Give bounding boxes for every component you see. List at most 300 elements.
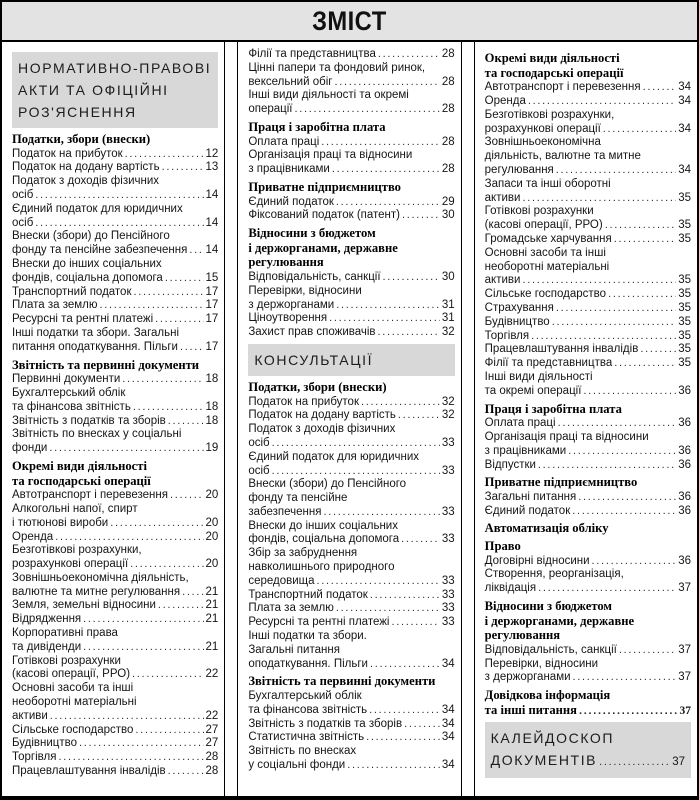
- page-number: 34: [678, 81, 691, 94]
- dot-leader: [531, 330, 676, 344]
- dot-leader: [55, 531, 203, 545]
- dot-leader: [378, 48, 440, 62]
- dot-leader: [336, 196, 440, 210]
- entry-line: Внески (збори) до Пенсійного: [248, 478, 407, 491]
- entry-line: [248, 759, 454, 773]
- page-number: 20: [205, 489, 219, 502]
- toc-entry: [248, 745, 454, 773]
- toc-entry: [12, 175, 218, 203]
- entry-line: [248, 48, 454, 62]
- page-number: 31: [441, 312, 455, 325]
- page-number: 21: [205, 585, 219, 598]
- dot-leader: [35, 217, 203, 231]
- entry-line: Перевірки, відносини: [248, 284, 362, 297]
- toc-entry: [485, 505, 691, 519]
- entry-text: Оплата праці: [484, 417, 556, 430]
- entry-text: Загальні питання: [484, 490, 577, 503]
- page-number: 20: [205, 530, 219, 543]
- page-number: 32: [441, 409, 455, 422]
- page-number: 33: [441, 505, 455, 518]
- entry-text: середовища: [248, 574, 315, 587]
- section-heading: [248, 380, 454, 395]
- toc-entry: [12, 613, 218, 627]
- dot-leader: [336, 299, 440, 313]
- toc-entry: [485, 233, 691, 247]
- toc-entry: [248, 731, 454, 745]
- entry-text: фондів, соціальна допомога: [12, 271, 163, 284]
- page-number: 36: [678, 458, 691, 471]
- entry-line: [248, 163, 454, 177]
- entry-line: необоротні матеріальні: [484, 260, 610, 273]
- toc-entry: [12, 599, 218, 613]
- entry-text: Транспортний податок: [248, 588, 368, 601]
- toc-columns: [2, 42, 697, 796]
- entry-text: Будівництво: [484, 315, 550, 328]
- entry-line: [485, 417, 691, 431]
- entry-text: Статистична звітність: [248, 731, 365, 744]
- entry-text: Єдиний податок: [248, 195, 334, 208]
- dot-leader: [110, 517, 203, 531]
- entry-text: Оренда: [484, 94, 526, 107]
- page-number: 35: [678, 219, 691, 232]
- entry-line: [12, 299, 218, 313]
- banner-line: КАЛЕЙДОСКОП: [490, 730, 615, 747]
- entry-text: та фінансова звітність: [248, 703, 368, 716]
- dot-leader: [168, 415, 204, 429]
- page-number: 17: [205, 299, 219, 312]
- entry-line: [485, 164, 691, 178]
- page-number: 15: [205, 271, 219, 284]
- section-heading: [248, 180, 454, 195]
- dot-leader: [272, 465, 440, 479]
- entry-line: [12, 313, 218, 327]
- toc-entry: [12, 313, 218, 327]
- entry-text: Звітність з податків та зборів: [248, 717, 403, 730]
- entry-line: Безготівкові розрахунки,: [484, 108, 615, 121]
- toc-entry: [485, 644, 691, 658]
- dot-leader: [189, 244, 203, 258]
- toc-column-2: [237, 42, 461, 796]
- dot-leader: [334, 76, 439, 90]
- page-number: 12: [205, 147, 219, 160]
- section-heading: [248, 120, 454, 135]
- entry-text: з держорганами: [484, 671, 571, 684]
- dot-leader: [321, 136, 440, 150]
- entry-line: необоротні матеріальні: [12, 696, 137, 709]
- toc-entry: [485, 288, 691, 302]
- entry-line: Податок з доходів фізичних: [12, 175, 160, 188]
- page-number: 36: [678, 384, 691, 397]
- page-number: 36: [678, 504, 691, 517]
- dot-leader: [158, 599, 204, 613]
- heading-line: регулювання: [248, 255, 324, 270]
- page-number: 28: [441, 103, 455, 116]
- page-number: 34: [678, 122, 691, 135]
- dot-leader: [50, 710, 204, 724]
- entry-text: Торгівля: [12, 751, 57, 764]
- dot-leader: [404, 718, 440, 732]
- dot-leader: [329, 312, 440, 326]
- toc-entry: [485, 431, 691, 459]
- toc-entry: [12, 751, 218, 765]
- entry-line: Звітність по внесках: [248, 745, 357, 758]
- entry-text: (касові операції, РРО): [484, 219, 603, 232]
- entry-text: з держорганами: [248, 298, 335, 311]
- toc-entry: [12, 531, 218, 545]
- toc-entry: [12, 544, 218, 572]
- entry-line: [248, 312, 454, 326]
- page-title: ЗМІСТ: [312, 5, 387, 36]
- heading-line: Податки, збори (внески): [12, 132, 151, 146]
- heading-line: Праця і заробітна плата: [248, 119, 386, 134]
- toc-entry: [248, 547, 454, 588]
- entry-text: вексельний обіг: [248, 75, 333, 88]
- dot-leader: [556, 164, 676, 178]
- entry-text: Громадське харчування: [484, 232, 612, 245]
- entry-line: [485, 219, 691, 233]
- toc-entry: [485, 247, 691, 288]
- entry-line: [485, 445, 691, 459]
- entry-line: [485, 357, 691, 371]
- entry-text: та фінансова звітність: [12, 400, 131, 413]
- entry-line: [12, 558, 218, 572]
- banner-line: КОНСУЛЬТАЦІЇ: [254, 351, 374, 368]
- entry-line: Зовнішньоекономічна: [484, 136, 601, 149]
- heading-line: Автоматизація обліку: [484, 521, 609, 536]
- page-number: 37: [678, 671, 691, 684]
- toc-entry: [248, 616, 454, 630]
- heading-line: Окремі види діяльності: [12, 458, 147, 473]
- entry-text: операції: [248, 103, 293, 116]
- dot-leader: [155, 313, 203, 327]
- masthead: [2, 2, 697, 42]
- entry-line: [485, 233, 691, 247]
- entry-text: Відповідальність, санкції: [484, 643, 617, 656]
- dot-leader: [378, 326, 440, 340]
- dot-leader: [643, 81, 677, 95]
- entry-text: Єдиний податок: [484, 504, 571, 517]
- page-number: 33: [441, 616, 455, 629]
- entry-line: [485, 671, 691, 685]
- dot-leader: [579, 704, 678, 719]
- toc-entry: [485, 568, 691, 596]
- entry-text: регулювання: [484, 163, 554, 176]
- page-number: 18: [205, 414, 219, 427]
- entry-line: [248, 409, 454, 423]
- page-number: 34: [678, 163, 691, 176]
- heading-line: Звітність та первинні документи: [12, 357, 200, 372]
- toc-entry: [485, 658, 691, 686]
- page-number: 36: [678, 554, 691, 567]
- entry-text: (касові операції, РРО): [12, 668, 131, 681]
- entry-text: Ресурсні та рентні платежі: [248, 616, 390, 629]
- entry-text: Відпустки: [484, 458, 536, 471]
- page-number: 19: [205, 442, 219, 455]
- entry-line: [248, 589, 454, 603]
- toc-entry: [248, 602, 454, 616]
- entry-text: Ресурсні та рентні платежі: [12, 313, 154, 326]
- entry-line: [12, 286, 218, 300]
- heading-line: Приватне підприємництво: [484, 475, 638, 490]
- dot-leader: [614, 233, 676, 247]
- entry-line: [485, 555, 691, 569]
- heading-line: Відносини з бюджетом: [484, 599, 612, 614]
- page-number: 33: [441, 464, 455, 477]
- entry-text: у соціальні фонди: [248, 759, 346, 772]
- dot-leader: [361, 396, 440, 410]
- page-number: 14: [205, 188, 219, 201]
- toc-entry: [248, 285, 454, 313]
- page-number: 35: [678, 357, 691, 370]
- dot-leader: [640, 343, 676, 357]
- dot-leader: [528, 95, 676, 109]
- entry-text: Оренда: [12, 530, 54, 543]
- entry-line: Інші види діяльності: [484, 370, 593, 383]
- entry-line: [485, 288, 691, 302]
- entry-line: Основні засоби та інші: [12, 682, 134, 695]
- entry-line: Готівкові розрахунки: [12, 654, 121, 667]
- page-number: 28: [205, 751, 219, 764]
- dot-leader: [83, 641, 203, 655]
- dot-leader: [125, 148, 204, 162]
- section-banner: [12, 52, 218, 128]
- entry-line: [485, 505, 691, 519]
- entry-line: [248, 76, 454, 90]
- page-number: 28: [441, 75, 455, 88]
- toc-entry: [12, 765, 218, 779]
- entry-text: Ціноутворення: [248, 312, 328, 325]
- entry-text: Захист прав споживачів: [248, 326, 376, 339]
- toc-entry: [485, 95, 691, 109]
- entry-text: Філії та представництва: [248, 48, 376, 60]
- entry-line: [485, 81, 691, 95]
- page-number: 34: [441, 657, 455, 670]
- entry-line: [12, 641, 218, 655]
- entry-line: [12, 341, 218, 355]
- entry-line: Зовнішньоекономічна діяльність,: [12, 571, 189, 584]
- heading-line: Окремі види діяльності: [484, 51, 620, 65]
- toc-entry: [248, 136, 454, 150]
- entry-text: Оплата праці: [248, 135, 320, 148]
- entry-text: Первинні документи: [12, 373, 121, 386]
- entry-line: Збір за забруднення: [248, 547, 358, 560]
- dot-leader: [369, 704, 440, 718]
- entry-line: Цінні папери та фондовий ринок,: [248, 61, 426, 74]
- dot-leader: [317, 575, 440, 589]
- toc-entry: [248, 196, 454, 210]
- page-number: 34: [441, 759, 455, 772]
- page-number: 14: [205, 244, 219, 257]
- entry-text: оподаткування. Пільги: [248, 657, 368, 670]
- dot-leader: [592, 555, 677, 569]
- page-number: 20: [205, 558, 219, 571]
- toc-entry: [248, 271, 454, 285]
- entry-text: та окремі операції: [484, 384, 582, 397]
- page-number: 22: [205, 668, 219, 681]
- toc-entry: [248, 478, 454, 519]
- entry-text: та дивіденди: [12, 640, 82, 653]
- entry-text: Плата за землю: [12, 299, 98, 312]
- entry-text: ліквідація: [484, 582, 537, 595]
- entry-line: [248, 602, 454, 616]
- entry-text: розрахункові операції: [12, 558, 129, 571]
- entry-line: [485, 459, 691, 473]
- dot-leader: [182, 586, 203, 600]
- dot-leader: [366, 731, 440, 745]
- dot-leader: [336, 602, 440, 616]
- dot-leader: [402, 209, 440, 223]
- entry-line: Інші види діяльності та окремі: [248, 89, 409, 102]
- banner-line: [491, 749, 685, 773]
- toc-entry: [248, 630, 454, 671]
- entry-text: осіб: [12, 216, 34, 229]
- entry-text: Будівництво: [12, 737, 78, 750]
- section-heading: [485, 521, 691, 536]
- dot-leader: [370, 658, 440, 672]
- toc-entry: [12, 428, 218, 456]
- section-heading: [485, 475, 691, 490]
- page-number: 35: [678, 274, 691, 287]
- entry-text: Працевлаштування інвалідів: [12, 765, 166, 778]
- toc-entry: [485, 302, 691, 316]
- dot-leader: [552, 316, 676, 330]
- entry-line: [12, 244, 218, 258]
- toc-entry: [248, 690, 454, 718]
- entry-line: [248, 271, 454, 285]
- dot-leader: [168, 765, 204, 779]
- dot-leader: [134, 286, 204, 300]
- toc-entry: [12, 286, 218, 300]
- entry-line: [248, 704, 454, 718]
- page-number: 28: [441, 48, 455, 60]
- toc-entry: [485, 555, 691, 569]
- entry-text: забезпечення: [248, 505, 322, 518]
- entry-line: Перевірки, відносини: [484, 657, 599, 670]
- page-number: 28: [441, 163, 455, 176]
- dot-leader: [605, 219, 676, 233]
- entry-text: з працівниками: [248, 163, 330, 176]
- entry-text: осіб: [248, 436, 270, 449]
- toc-entry: [248, 48, 454, 62]
- entry-line: [12, 517, 218, 531]
- toc-entry: [248, 589, 454, 603]
- toc-entry: [12, 327, 218, 355]
- heading-line: Податки, збори (внески): [248, 379, 387, 394]
- page-number: 17: [205, 285, 219, 298]
- page-number: 35: [678, 329, 691, 342]
- entry-text: активи: [12, 709, 48, 722]
- toc-entry: [248, 520, 454, 548]
- heading-line: і держорганами, державне: [484, 613, 635, 628]
- toc-entry: [485, 205, 691, 233]
- heading-line: [485, 703, 691, 719]
- entry-text: Торгівля: [484, 329, 530, 342]
- toc-entry: [248, 89, 454, 117]
- page-number: 36: [678, 490, 691, 503]
- page-number: 21: [205, 613, 219, 626]
- entry-line: [485, 123, 691, 137]
- entry-text: Працевлаштування інвалідів: [484, 343, 639, 356]
- dot-leader: [614, 357, 676, 371]
- entry-line: [12, 189, 218, 203]
- page-number: 13: [205, 161, 219, 174]
- entry-line: Внески до інших соціальних: [248, 519, 398, 532]
- section-heading: [485, 688, 691, 718]
- toc-column-1: [2, 42, 225, 796]
- dot-leader: [573, 671, 677, 685]
- entry-line: [12, 489, 218, 503]
- dot-leader: [599, 751, 670, 773]
- page-number: 22: [205, 709, 219, 722]
- entry-text: Відповідальність, санкції: [248, 270, 381, 283]
- page-number: 35: [678, 288, 691, 301]
- entry-text: Страхування: [484, 301, 554, 314]
- dot-leader: [162, 161, 204, 175]
- entry-line: [485, 316, 691, 330]
- entry-line: Готівкові розрахунки: [484, 205, 594, 218]
- page-number: 35: [678, 343, 691, 356]
- entry-line: [248, 326, 454, 340]
- dot-leader: [619, 644, 676, 658]
- heading-line: Звітність та первинні документи: [248, 674, 436, 689]
- toc-entry: [12, 258, 218, 286]
- entry-line: [248, 396, 454, 410]
- entry-text: Податок на прибуток: [12, 147, 123, 160]
- toc-entry: [12, 627, 218, 655]
- banner-line: НОРМАТИВНО-ПРАВОВІ: [18, 60, 212, 76]
- entry-line: Бухгалтерський облік: [248, 690, 362, 703]
- entry-text: Відрядження: [12, 613, 82, 626]
- dot-leader: [135, 724, 203, 738]
- page-number: 35: [678, 232, 691, 245]
- page-number: 27: [205, 723, 219, 736]
- toc-entry: [12, 655, 218, 683]
- toc-entry: [12, 373, 218, 387]
- entry-line: [485, 274, 691, 288]
- toc-entry: [485, 459, 691, 473]
- entry-line: [12, 442, 218, 456]
- dot-leader: [132, 668, 203, 682]
- toc-entry: [12, 299, 218, 313]
- dot-leader: [180, 341, 204, 355]
- entry-text: фонду та пенсійне забезпечення: [12, 244, 188, 257]
- heading-line: Право: [484, 539, 521, 554]
- dot-leader: [294, 103, 439, 117]
- dot-leader: [603, 123, 676, 137]
- entry-line: [485, 582, 691, 596]
- entry-line: [12, 217, 218, 231]
- toc-entry: [12, 203, 218, 231]
- dot-leader: [49, 442, 203, 456]
- entry-line: [12, 272, 218, 286]
- section-heading: [485, 599, 691, 643]
- section-heading: [12, 459, 218, 488]
- entry-line: Внески до інших соціальних: [12, 257, 162, 270]
- entry-text: осіб: [248, 464, 270, 477]
- entry-line: Створення, реорганізація,: [484, 568, 624, 581]
- entry-line: Єдиний податок для юридичних: [12, 202, 183, 215]
- entry-text: осіб: [12, 188, 34, 201]
- banner-line: АКТИ ТА ОФІЦІЙНІ: [18, 82, 169, 98]
- toc-entry: [12, 737, 218, 751]
- entry-text: Податок на додану вартість: [248, 409, 396, 422]
- toc-entry: [248, 326, 454, 340]
- dot-leader: [522, 274, 676, 288]
- entry-line: Організація праці та відносини: [248, 149, 413, 162]
- page-number: 34: [441, 731, 455, 744]
- entry-line: [12, 613, 218, 627]
- entry-line: Корпоративні права: [12, 627, 118, 640]
